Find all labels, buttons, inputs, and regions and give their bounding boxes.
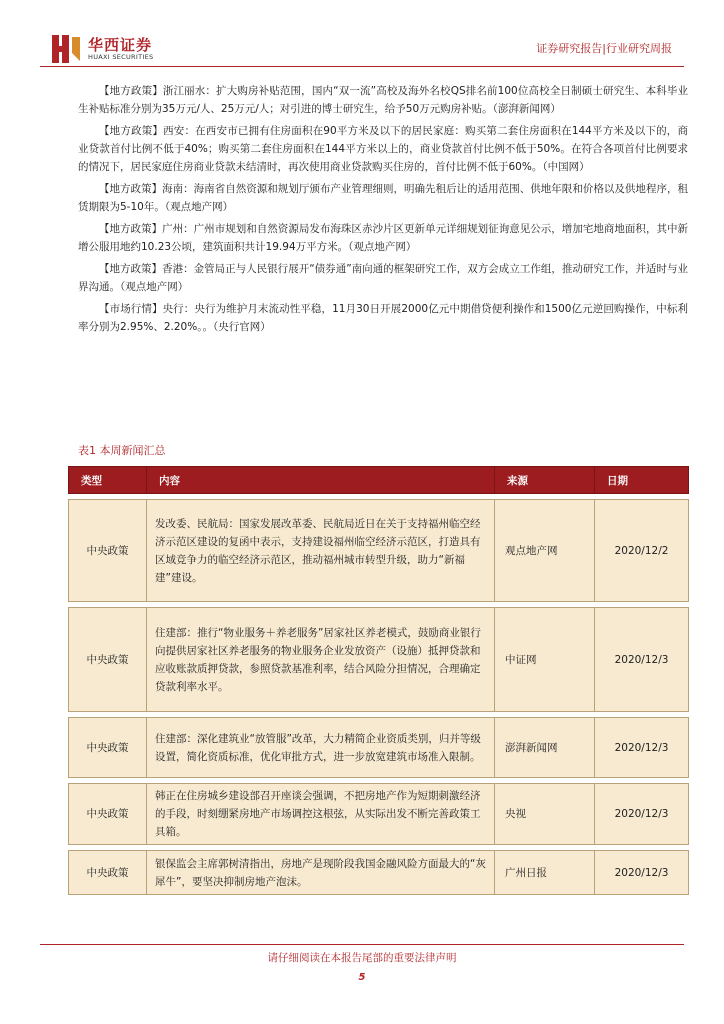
cell-source: 澎湃新闻网 (495, 718, 595, 778)
legal-disclaimer: 请仔细阅读在本报告尾部的重要法律声明 (267, 952, 457, 964)
news-paragraph: 【地方政策】西安：在西安市已拥有住房面积在90平方米及以下的居民家庭：购买第二套住房面积在144平方米及以下的，商业贷款首付比例不低于40%；购买第二套住房面积在144平方米以上的，商业贷款首付比例不低于50%。在符合各项首付比例要求的情况下，居民家庭住房商业贷款未结清时，再次使用商业贷款购买住房的，首付比例不低于60%。（中国网） (78, 125, 688, 173)
header-divider (40, 66, 684, 67)
table-row (69, 608, 689, 712)
table-row (69, 718, 689, 778)
page-header (0, 0, 724, 70)
cell-date: 2020/12/3 (595, 718, 689, 778)
cell-source: 中证网 (495, 608, 595, 712)
cell-type: 中央政策 (69, 718, 147, 778)
news-paragraph: 【地方政策】广州：广州市规划和自然资源局发布海珠区赤沙片区更新单元详细规划征询意见公示，增加宅地商地面积，其中新增公服用地约10.23公顷，建筑面积共计19.94万平方米。（观点地产网） (78, 223, 688, 253)
cell-date: 2020/12/2 (595, 500, 689, 602)
cell-source: 观点地产网 (495, 500, 595, 602)
cell-source: 广州日报 (495, 851, 595, 895)
report-type-label: 证券研究报告|行业研究周报 (536, 42, 672, 55)
header-content: 内容 (147, 467, 495, 494)
page-number: 5 (358, 972, 366, 983)
table-row (69, 851, 689, 895)
cell-type: 中央政策 (69, 608, 147, 712)
table-row (69, 784, 689, 845)
cell-date: 2020/12/3 (595, 608, 689, 712)
cell-content: 韩正在住房城乡建设部召开座谈会强调，不把房地产作为短期刺激经济的手段，时刻绷紧房地产市场调控这根弦，从实际出发不断完善政策工具箱。 (147, 784, 495, 845)
news-paragraph: 【地方政策】海南：海南省自然资源和规划厅颁布产业管理细则，明确先租后让的适用范围、供地年限和价格以及供地程序，租赁期限为5-10年。（观点地产网） (78, 183, 688, 213)
news-summary-table (68, 466, 689, 895)
table-header-row (69, 467, 689, 494)
news-paragraph: 【市场行情】央行：央行为维护月末流动性平稳，11月30日开展2000亿元中期借贷便利操作和1500亿元逆回购操作，中标利率分别为2.95%、2.20%。。（央行官网） (78, 303, 688, 333)
cell-type: 中央政策 (69, 784, 147, 845)
news-paragraph: 【地方政策】浙江丽水：扩大购房补贴范围，国内“双一流”高校及海外名校QS排名前100位高校全日制硕士研究生、本科毕业生补贴标准分别为35万元/人、25万元/人；对引进的博士研究生，给予50万元购房补贴。（澎湃新闻网） (78, 85, 688, 115)
news-paragraphs (78, 82, 708, 340)
cell-type: 中央政策 (69, 500, 147, 602)
header-source: 来源 (495, 467, 595, 494)
header-type: 类型 (69, 467, 147, 494)
cell-content: 银保监会主席郭树清指出，房地产是现阶段我国金融风险方面最大的“灰犀牛”，要坚决抑制房地产泡沫。 (147, 851, 495, 895)
footer-divider (40, 944, 684, 945)
logo-english-name: HUAXI SECURITIES (88, 53, 154, 61)
cell-type: 中央政策 (69, 851, 147, 895)
header-date: 日期 (595, 467, 689, 494)
logo-chinese-name: 华西证券 (88, 36, 153, 54)
cell-source: 央视 (495, 784, 595, 845)
cell-content: 住建部：推行“物业服务＋养老服务”居家社区养老模式，鼓励商业银行向提供居家社区养老服务的物业服务企业发放资产（设施）抵押贷款和应收账款质押贷款，参照贷款基准利率，结合风险分担情况，合理确定贷款利率水平。 (147, 608, 495, 712)
cell-date: 2020/12/3 (595, 851, 689, 895)
table-row (69, 500, 689, 602)
news-paragraph: 【地方政策】香港：金管局正与人民银行展开“债券通”南向通的框架研究工作，双方会成立工作组，推动研究工作，并适时与业界沟通。（观点地产网） (78, 263, 688, 293)
table-caption: 表1 本周新闻汇总 (78, 444, 166, 457)
huaxi-logo-icon (50, 33, 82, 65)
cell-content: 发改委、民航局：国家发展改革委、民航局近日在关于支持福州临空经济示范区建设的复函中表示，支持建设福州临空经济示范区，打造具有区域竞争力的临空经济示范区，推动福州城市转型升级，助力“新福建”建设。 (147, 500, 495, 602)
cell-date: 2020/12/3 (595, 784, 689, 845)
cell-content: 住建部：深化建筑业“放管服”改革，大力精简企业资质类别，归并等级设置，简化资质标准，优化审批方式，进一步放宽建筑市场准入限制。 (147, 718, 495, 778)
